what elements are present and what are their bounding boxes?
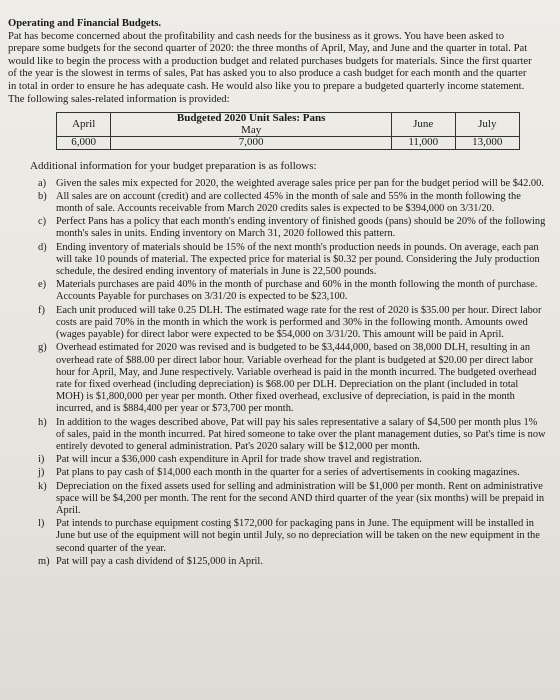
unit-sales-table bbox=[56, 112, 520, 150]
list-item: h) In addition to the wages described above, Pat will pay his sales representative a salary of $4,500 per month plus 1% of sales, paid in the month incurred. Pat hired someone to take over the plant management duties, so Pat's time is now entirely devoted to general administration. Pat's 2020 salary will be $12,000 per month. bbox=[38, 416, 546, 452]
list-item: f) Each unit produced will take 0.25 DLH. The estimated wage rate for the rest of 2020 is $35.00 per hour. Direct labor costs are paid 70% in the month in which the work is performed and 30% in the following month. Amounts owed (wages payable) for direct labor were expected to be $54,000 on 3/31/20. This amount will be paid in April. bbox=[38, 304, 542, 341]
intro-body: Pat has become concerned about the profitability and cash needs for the business as it grows. You have been asked to prepare some budgets for the second quarter of 2020: the three months of April, May, and June and the quarter in total. Pat would like to begin the process with a production budget and related purchases budgets for materials. Since the first quarter of the year is the slowest in terms of sales, Pat has asked you to also produce a cash budget for each month and the quarter in total in order to ensure he has adequate cash. He would also like you to prepare a budgeted quarterly income statement. The following sales-related information is provided: bbox=[8, 30, 532, 105]
list-item: d) Ending inventory of materials should be 15% of the next month's production needs in pounds. On average, each pan will take 10 pounds of material. The expected price for material is $0.32 per pound. Considering the July production schedule, the desired ending inventory of materials in June is 22,500 pounds. bbox=[38, 241, 540, 278]
units-july: 13,000 bbox=[455, 137, 519, 150]
budget-items-list bbox=[8, 178, 546, 568]
units-june: 11,000 bbox=[391, 137, 455, 150]
list-item: i) Pat will incur a $36,000 cash expenditure in April for trade show travel and registration. bbox=[38, 454, 422, 466]
list-item: g) Overhead estimated for 2020 was revised and is budgeted to be $3,444,000, based on 38,000 DLH, resulting in an overhead rate of $88.00 per direct labor hour. Variable overhead for the plant is budgeted at $20.00 per direct labor hour for April, May, and June respectively. Variable overhead is paid in the month incurred. The budgeted overhead rate for fixed overhead (including depreciation) is $68.00 per DLH. Depreciation on the plant (included in total MOH) is $1,800,000 per year per month. Other fixed overhead, exclusive of depreciation, is paid in the month incurred, and is $884,400 per year or $73,700 per month. bbox=[38, 342, 537, 415]
section-title: Operating and Financial Budgets. bbox=[8, 18, 162, 29]
month-header-may: Budgeted 2020 Unit Sales: Pans May bbox=[111, 113, 392, 137]
list-item: j) Pat plans to pay cash of $14,000 each month in the quarter for a series of advertisements in cooking magazines. bbox=[38, 467, 520, 479]
intro-paragraph bbox=[8, 18, 532, 106]
units-may: 7,000 bbox=[111, 137, 392, 150]
additional-info-heading: Additional information for your budget preparation is as follows: bbox=[30, 159, 317, 172]
list-item: b) All sales are on account (credit) and are collected 45% in the month of sale and 55% in the month following the month of sale. Accounts receivable from March 2020 credits sales is expected to be $394,000 on 3/31/20. bbox=[38, 190, 521, 215]
list-item: a) Given the sales mix expected for 2020, the weighted average sales price per pan for the budget period will be $42.00. bbox=[38, 177, 544, 189]
units-april: 6,000 bbox=[57, 137, 111, 150]
month-header-june: June bbox=[391, 113, 455, 137]
list-item: k) Depreciation on the fixed assets used for selling and administration will be $1,000 per month. Rent on administrative space will be $4,200 per month. The rent for the second AND third quarter of the year (six months) will be prepaid in April. bbox=[38, 480, 545, 516]
list-item: m) Pat will pay a cash dividend of $125,000 in April. bbox=[38, 555, 263, 567]
list-item: c) Perfect Pans has a policy that each month's ending inventory of finished goods (pans) should be 20% of the following month's sales in units. Ending inventory on March 31, 2020 followed this pattern. bbox=[38, 216, 546, 240]
list-item: l) Pat intends to purchase equipment costing $172,000 for packaging pans in June. The equipment will be installed in June but use of the equipment will not begin until July, so no depreciation will be taken on the new equipment in the second quarter of the year. bbox=[38, 518, 540, 554]
table-caption: Budgeted 2020 Unit Sales: Pans bbox=[176, 112, 326, 125]
month-header-april: April bbox=[57, 113, 111, 137]
month-header-july: July bbox=[455, 113, 519, 137]
list-item: e) Materials purchases are paid 40% in the month of purchase and 60% in the month following the month of purchase. Accounts Payable for purchases on 3/31/20 is expected to be $23,100. bbox=[38, 279, 538, 303]
